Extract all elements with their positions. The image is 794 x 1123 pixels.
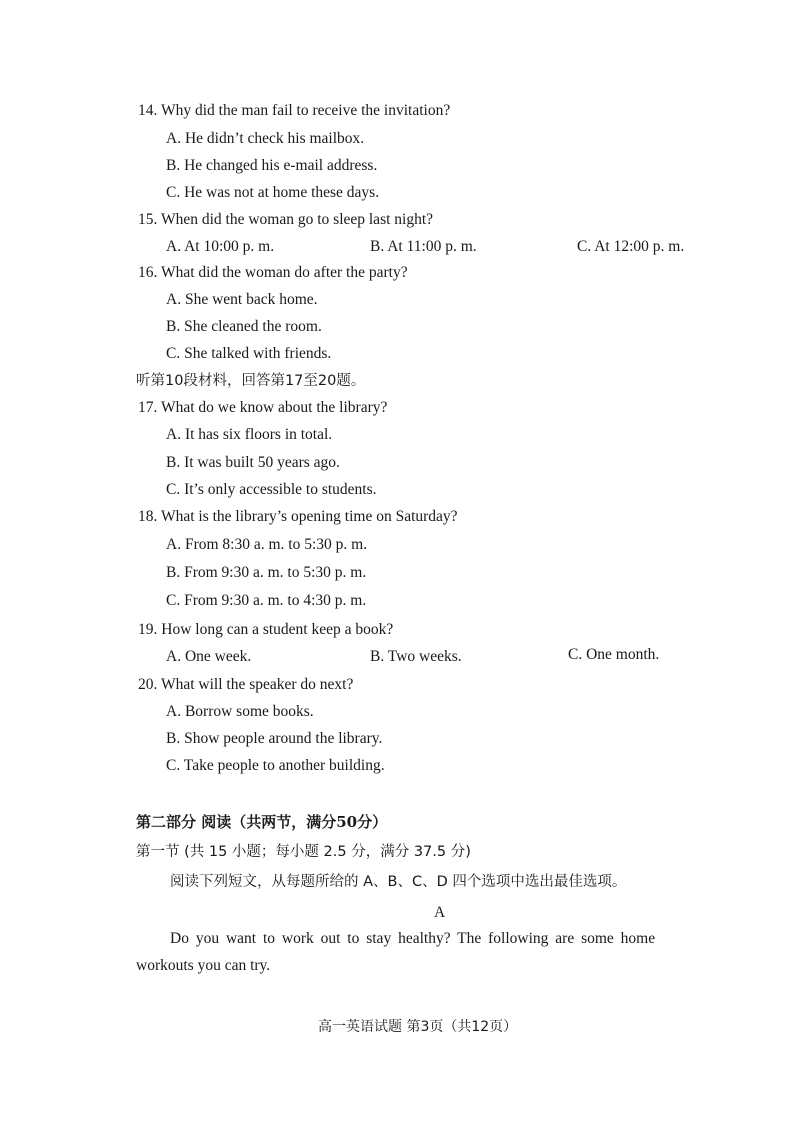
instruction-material-10: 听第10段材料，回答第17至20题。 bbox=[136, 373, 366, 389]
q19-option-b: B. Two weeks. bbox=[370, 648, 462, 665]
q14-option-b: B. He changed his e-mail address. bbox=[166, 157, 378, 174]
q14-option-c: C. He was not at home these days. bbox=[166, 184, 380, 201]
question-16: 16. What did the woman do after the party? bbox=[138, 264, 408, 281]
question-19: 19. How long can a student keep a book? bbox=[138, 621, 394, 638]
question-15: 15. When did the woman go to sleep last night? bbox=[138, 211, 434, 228]
section1-heading: 第一节 (共 15 小题；每小题 2.5 分，满分 37.5 分) bbox=[136, 844, 471, 860]
q20-option-a: A. Borrow some books. bbox=[166, 703, 314, 720]
question-14: 14. Why did the man fail to receive the invitation? bbox=[138, 102, 451, 119]
passage-letter: A bbox=[434, 904, 446, 921]
q16-option-b: B. She cleaned the room. bbox=[166, 318, 322, 335]
passage-line-1: Do you want to work out to stay healthy? The following are some home bbox=[170, 930, 656, 947]
q20-option-b: B. Show people around the library. bbox=[166, 730, 383, 747]
q17-option-c: C. It’s only accessible to students. bbox=[166, 481, 377, 498]
q15-option-b: B. At 11:00 p. m. bbox=[370, 238, 477, 255]
q18-option-b: B. From 9:30 a. m. to 5:30 p. m. bbox=[166, 564, 367, 581]
q14-option-a: A. He didn’t check his mailbox. bbox=[166, 130, 365, 147]
q17-option-a: A. It has six floors in total. bbox=[166, 426, 333, 443]
q19-option-a: A. One week. bbox=[166, 648, 252, 665]
q15-option-c: C. At 12:00 p. m. bbox=[577, 238, 685, 255]
q17-option-b: B. It was built 50 years ago. bbox=[166, 454, 340, 471]
q19-option-c: C. One month. bbox=[568, 646, 660, 663]
page-footer: 高一英语试题 第3页（共12页） bbox=[318, 1019, 518, 1035]
q18-option-c: C. From 9:30 a. m. to 4:30 p. m. bbox=[166, 592, 367, 609]
passage-line-2: workouts you can try. bbox=[136, 957, 271, 974]
question-20: 20. What will the speaker do next? bbox=[138, 676, 354, 693]
part2-title: 第二部分 阅读（共两节，满分50分） bbox=[136, 813, 388, 831]
reading-instruction: 阅读下列短文，从每题所给的 A、B、C、D 四个选项中选出最佳选项。 bbox=[170, 874, 627, 890]
q18-option-a: A. From 8:30 a. m. to 5:30 p. m. bbox=[166, 536, 368, 553]
q20-option-c: C. Take people to another building. bbox=[166, 757, 385, 774]
question-18: 18. What is the library’s opening time on Saturday? bbox=[138, 508, 458, 525]
q16-option-c: C. She talked with friends. bbox=[166, 345, 332, 362]
q15-option-a: A. At 10:00 p. m. bbox=[166, 238, 275, 255]
question-17: 17. What do we know about the library? bbox=[138, 399, 388, 416]
q16-option-a: A. She went back home. bbox=[166, 291, 318, 308]
